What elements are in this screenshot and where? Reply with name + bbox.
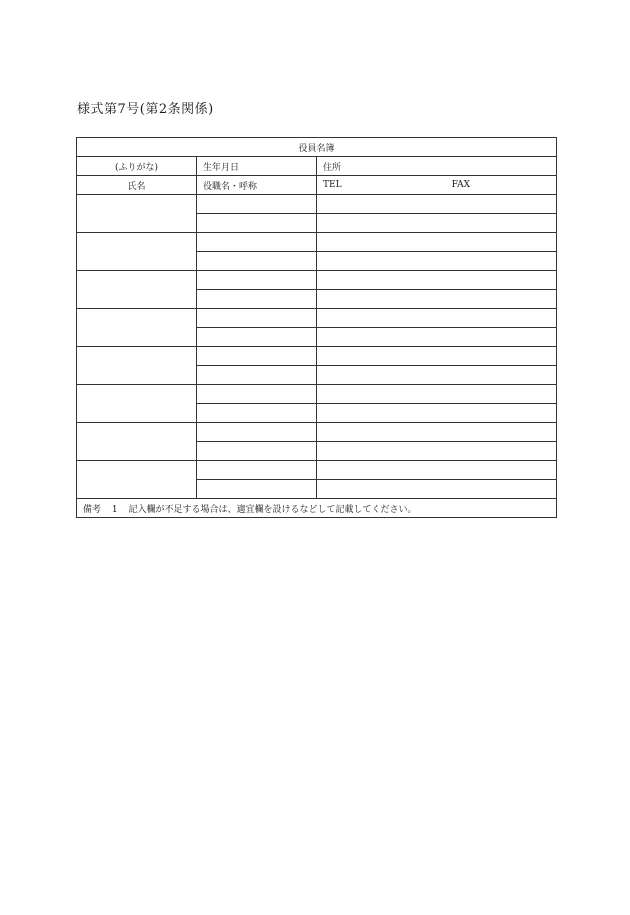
officer-address-cell[interactable] [317, 385, 557, 404]
officer-entry-row [77, 347, 557, 366]
notes-text: 記入欄が不足する場合は、適宜欄を設けるなどして記載してください。 [128, 504, 417, 515]
form-title: 様式第7号(第2条関係) [77, 102, 214, 117]
officer-entry-row [77, 461, 557, 480]
table-title-row [77, 138, 557, 157]
position-header: 役職名・呼称 [197, 176, 317, 195]
officer-position-cell[interactable] [197, 366, 317, 385]
officer-name-cell[interactable] [77, 385, 197, 423]
officer-phone-cell[interactable] [317, 252, 557, 271]
officer-entry-row [77, 423, 557, 442]
officer-position-cell[interactable] [197, 404, 317, 423]
officer-dob-cell[interactable] [197, 309, 317, 328]
officer-name-cell[interactable] [77, 309, 197, 347]
fax-label: FAX [451, 180, 471, 190]
officer-address-cell[interactable] [317, 461, 557, 480]
officer-name-cell[interactable] [77, 233, 197, 271]
officer-position-cell[interactable] [197, 290, 317, 309]
notes-cell [77, 499, 557, 518]
officer-phone-cell[interactable] [317, 328, 557, 347]
notes-number: 1 [111, 504, 118, 515]
officer-name-cell[interactable] [77, 271, 197, 309]
officer-position-cell[interactable] [197, 328, 317, 347]
officer-address-cell[interactable] [317, 195, 557, 214]
officer-address-cell[interactable] [317, 423, 557, 442]
officer-phone-cell[interactable] [317, 214, 557, 233]
header-row-1 [77, 157, 557, 176]
officer-dob-cell[interactable] [197, 233, 317, 252]
officer-entry-row [77, 271, 557, 290]
officer-dob-cell[interactable] [197, 385, 317, 404]
officer-name-cell[interactable] [77, 347, 197, 385]
officer-position-cell[interactable] [197, 442, 317, 461]
officer-position-cell[interactable] [197, 252, 317, 271]
officer-phone-cell[interactable] [317, 480, 557, 499]
officer-address-cell[interactable] [317, 271, 557, 290]
name-header: 氏名 [77, 176, 197, 195]
officer-name-cell[interactable] [77, 423, 197, 461]
table-title: 役員名簿 [77, 138, 557, 157]
furigana-header: (ふりがな) [77, 157, 197, 176]
officer-phone-cell[interactable] [317, 442, 557, 461]
officer-roster-table [76, 137, 557, 518]
officer-address-cell[interactable] [317, 309, 557, 328]
officer-entry-row [77, 309, 557, 328]
officer-dob-cell[interactable] [197, 461, 317, 480]
officer-phone-cell[interactable] [317, 290, 557, 309]
officer-address-cell[interactable] [317, 347, 557, 366]
dob-header: 生年月日 [197, 157, 317, 176]
officer-entry-row [77, 195, 557, 214]
officer-phone-cell[interactable] [317, 404, 557, 423]
officer-dob-cell[interactable] [197, 195, 317, 214]
officer-name-cell[interactable] [77, 195, 197, 233]
address-header: 住所 [317, 157, 557, 176]
officer-position-cell[interactable] [197, 214, 317, 233]
officer-address-cell[interactable] [317, 233, 557, 252]
officer-entry-row [77, 233, 557, 252]
officer-phone-cell[interactable] [317, 366, 557, 385]
officer-dob-cell[interactable] [197, 271, 317, 290]
officer-dob-cell[interactable] [197, 423, 317, 442]
officer-dob-cell[interactable] [197, 347, 317, 366]
notes-row [77, 499, 557, 518]
notes-label: 備考 [83, 504, 102, 515]
officer-entry-row [77, 385, 557, 404]
tel-label: TEL [323, 180, 342, 190]
officer-name-cell[interactable] [77, 461, 197, 499]
header-row-2 [77, 176, 557, 195]
tel-fax-header [317, 176, 557, 195]
officer-position-cell[interactable] [197, 480, 317, 499]
